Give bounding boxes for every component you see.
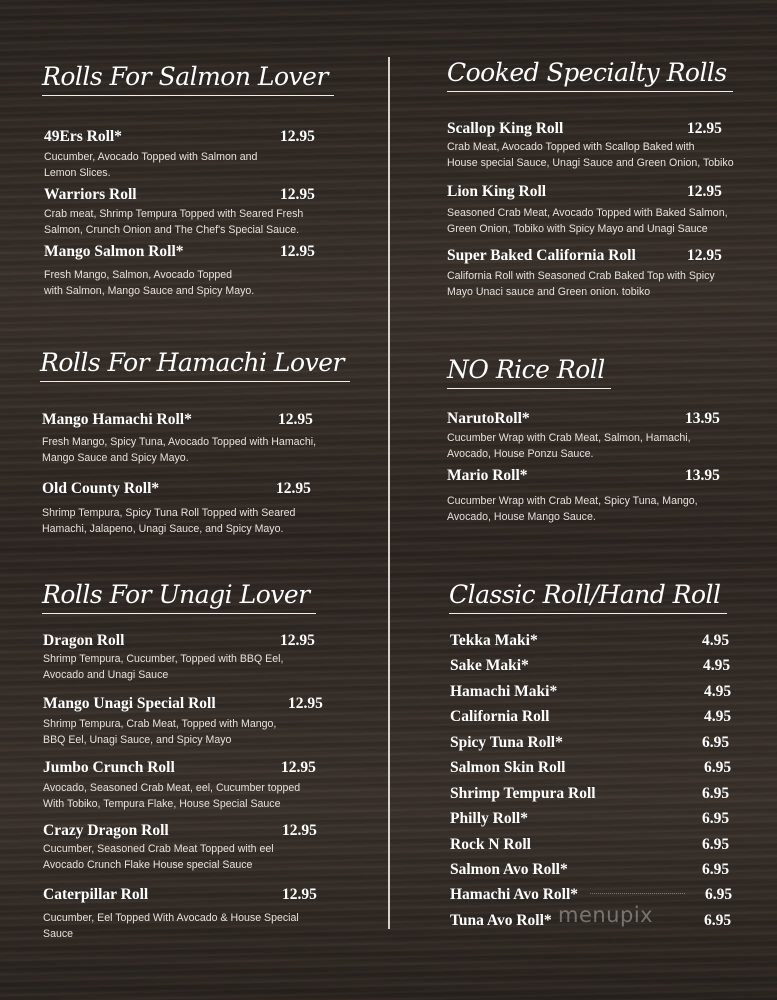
item-name: Tekka Maki* <box>450 632 538 649</box>
item-price: 6.95 <box>704 759 732 776</box>
section-title: Cooked Specialty Rolls <box>447 58 727 87</box>
item-description: Cucumber, Eel Topped With Avocado & House Special Sauce <box>43 912 299 940</box>
section-title: Classic Roll/Hand Roll <box>449 580 721 609</box>
item-description: Shrimp Tempura, Cucumber, Topped with BBQ Eel, Avocado and Unagi Sauce <box>43 653 284 681</box>
item-name: Tuna Avo Roll* <box>450 912 552 929</box>
section-heading-norice <box>447 355 605 384</box>
item-name: Hamachi Avo Roll* <box>450 886 579 903</box>
item-name: 49Ers Roll* <box>44 128 122 145</box>
item-name: Shrimp Tempura Roll <box>450 785 596 802</box>
item-price: 4.95 <box>702 632 730 649</box>
item-name: Hamachi Maki* <box>450 683 558 700</box>
item-name: Mario Roll* <box>447 467 528 484</box>
item-name: Jumbo Crunch Roll <box>43 759 175 776</box>
item-name: NarutoRoll* <box>447 410 530 427</box>
item-description: Seasoned Crab Meat, Avocado Topped with Baked Salmon, Green Onion, Tobiko with Spicy Mayo and Unagi Sauce <box>447 207 728 235</box>
item-price: 12.95 <box>280 186 315 203</box>
item-name: Salmon Avo Roll* <box>450 861 568 878</box>
item-description: Crab meat, Shrimp Tempura Topped with Seared Fresh Salmon, Crunch Onion and The Chef's Special Sauce. <box>44 208 304 236</box>
item-price: 6.95 <box>702 836 730 853</box>
item-price: 13.95 <box>685 410 720 427</box>
item-description: Shrimp Tempura, Spicy Tuna Roll Topped with Seared Hamachi, Jalapeno, Unagi Sauce, and Spicy Mayo. <box>42 507 296 535</box>
section-heading-hamachi <box>40 348 344 377</box>
item-price: 6.95 <box>705 886 733 903</box>
item-name: Lion King Roll <box>447 183 547 200</box>
item-price: 6.95 <box>702 861 730 878</box>
item-name: Warriors Roll <box>44 186 137 203</box>
section-title: Rolls For Salmon Lover <box>42 62 328 91</box>
item-name: Sake Maki* <box>450 657 529 674</box>
item-name: Crazy Dragon Roll <box>43 822 169 839</box>
item-price: 4.95 <box>704 683 732 700</box>
item-name: Dragon Roll <box>43 632 125 649</box>
item-name: Mango Hamachi Roll* <box>42 411 192 428</box>
section-heading-unagi <box>42 580 310 609</box>
section-title: NO Rice Roll <box>447 355 605 384</box>
item-price: 12.95 <box>282 822 317 839</box>
item-description: California Roll with Seasoned Crab Baked Top with Spicy Mayo Unaci sauce and Green onion. tobiko <box>447 270 715 298</box>
item-name: Mango Salmon Roll* <box>44 243 184 260</box>
item-name: Philly Roll* <box>450 810 528 827</box>
item-description: Cucumber, Avocado Topped with Salmon and Lemon Slices. <box>44 151 258 179</box>
item-name: Salmon Skin Roll <box>450 759 566 776</box>
item-name: Scallop King Roll <box>447 120 564 137</box>
item-name: Spicy Tuna Roll* <box>450 734 563 751</box>
item-price: 13.95 <box>685 467 720 484</box>
item-price: 12.95 <box>687 183 722 200</box>
item-price: 12.95 <box>280 243 315 260</box>
item-price: 4.95 <box>704 708 732 725</box>
item-name: Caterpillar Roll <box>43 886 149 903</box>
item-description: Crab Meat, Avocado Topped with Scallop Baked with House special Sauce, Unagi Sauce and Green Onion, Tobiko <box>447 141 734 169</box>
item-description: Fresh Mango, Spicy Tuna, Avocado Topped with Hamachi, Mango Sauce and Spicy Mayo. <box>42 436 317 464</box>
item-price: 6.95 <box>702 810 730 827</box>
item-price: 12.95 <box>687 247 722 264</box>
item-description: Cucumber, Seasoned Crab Meat Topped with eel Avocado Crunch Flake House special Sauce <box>43 843 274 871</box>
item-price: 12.95 <box>288 695 323 712</box>
section-heading-salmon <box>42 62 328 91</box>
item-price: 12.95 <box>276 480 311 497</box>
item-price: 12.95 <box>280 128 315 145</box>
item-description: Cucumber Wrap with Crab Meat, Spicy Tuna, Mango, Avocado, House Mango Sauce. <box>447 495 698 523</box>
item-price: 12.95 <box>281 759 316 776</box>
column-divider <box>388 57 390 929</box>
item-name: California Roll <box>450 708 550 725</box>
item-description: Fresh Mango, Salmon, Avocado Topped with Salmon, Mango Sauce and Spicy Mayo. <box>44 269 255 297</box>
item-description: Shrimp Tempura, Crab Meat, Topped with Mango, BBQ Eel, Unagi Sauce, and Spicy Mayo <box>43 718 277 746</box>
item-price: 12.95 <box>687 120 722 137</box>
item-price: 12.95 <box>278 411 313 428</box>
item-name: Rock N Roll <box>450 836 531 853</box>
item-name: Old County Roll* <box>42 480 160 497</box>
item-description: Avocado, Seasoned Crab Meat, eel, Cucumber topped With Tobiko, Tempura Flake, House Special Sauce <box>43 782 301 810</box>
watermark-dots <box>590 893 685 894</box>
section-heading-cooked <box>447 58 727 87</box>
section-title: Rolls For Hamachi Lover <box>40 348 344 377</box>
item-name: Mango Unagi Special Roll <box>43 695 216 712</box>
item-price: 4.95 <box>703 657 731 674</box>
item-description: Cucumber Wrap with Crab Meat, Salmon, Hamachi, Avocado, House Ponzu Sauce. <box>447 432 691 460</box>
item-price: 6.95 <box>704 912 732 929</box>
item-name: Super Baked California Roll <box>447 247 636 264</box>
watermark-text: menupix <box>558 903 654 927</box>
section-title: Rolls For Unagi Lover <box>42 580 310 609</box>
item-price: 6.95 <box>702 734 730 751</box>
item-price: 6.95 <box>702 785 730 802</box>
item-price: 12.95 <box>282 886 317 903</box>
item-price: 12.95 <box>280 632 315 649</box>
section-heading-classic <box>449 580 721 609</box>
